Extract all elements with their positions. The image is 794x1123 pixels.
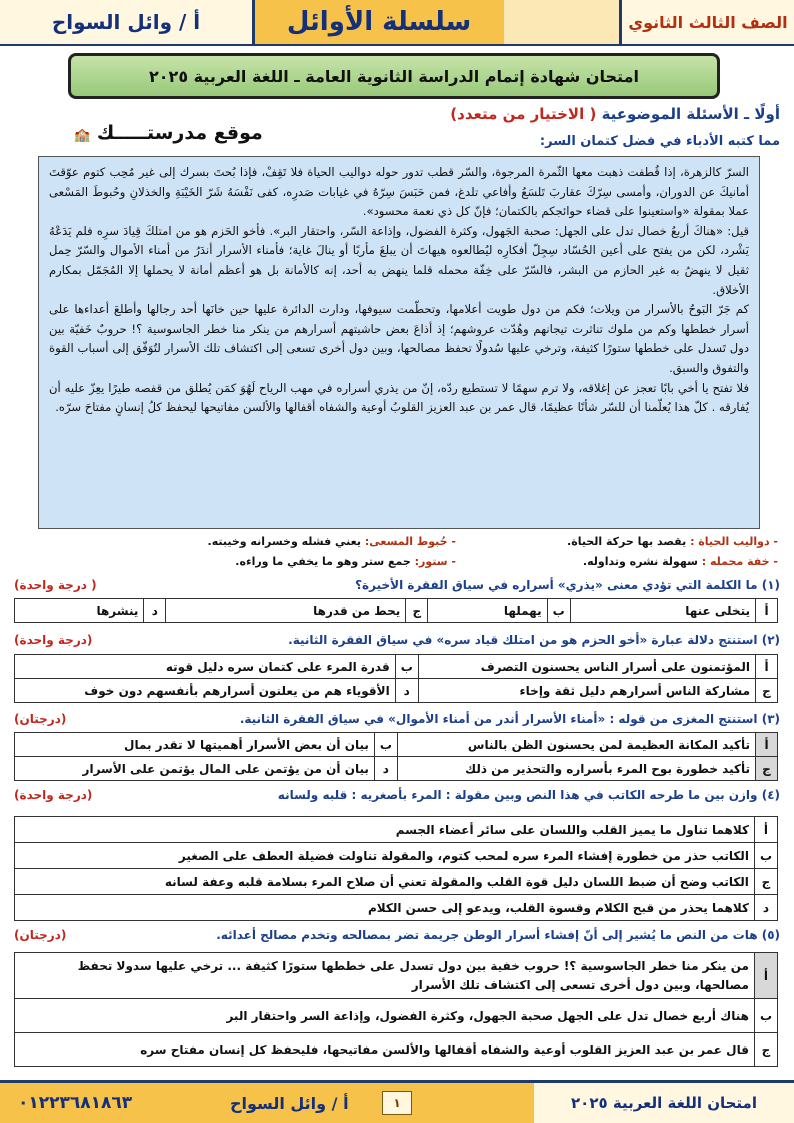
question-1-options (14, 598, 778, 623)
glossary-item (583, 555, 778, 568)
glossary-meaning: جمع ستر وهو ما يخفي ما وراءه. (235, 555, 411, 568)
glossary-meaning: يعني فشله وخسرانه وخيبته. (207, 535, 361, 548)
question-mark: (درجتان) (14, 712, 67, 726)
option-letter: ب (754, 843, 777, 869)
option-d[interactable]: بيان أن من يؤتمن على المال يؤتمن على الأسرار (15, 757, 375, 781)
passage-paragraph: فلا تفتح يا أخي بابًا تعجز عن إغلاقه، ولا ترم سهمًا لا تستطيع ردّه، إنّ من يذري أسراره في مهب الرياح لَهُوَ كمَن يُطلق من قفصه طيرًا يعِزّ عليه أن يُفارقه . كلّ هذا يُعلّمنا أن للسّر شأنًا عظيمًا، قال عمر بن عبد العزيز القلوبُ أوعية والشفاه أقفالها والألسن مفاتيحها ليحفظ كلُ إنسانٍ مفتاحَ سرّه. (49, 380, 749, 415)
section-label: أولًا ـ الأسئلة الموضوعية (601, 105, 780, 123)
question-4-options (14, 816, 778, 921)
option-b[interactable]: يهملها (428, 599, 547, 623)
option-letter: ج (756, 757, 778, 781)
option-b[interactable]: قدرة المرء على كتمان سره دليل قوته (15, 655, 396, 679)
option-letter: د (144, 599, 166, 623)
question-number: (٤) (761, 788, 780, 802)
question-prompt: هات من النص ما يُشير إلى أنّ إفشاء أسرار الوطن جريمة تضر بمصالحه وتخدم مصالح أعدائه. (216, 928, 758, 942)
passage-paragraph: كم جَرّ البَوحُ بالأسرار من ويلات؛ فكم من دول طويت أعلامها، وتحطّمت سيوفها، ودارت الدائرة عليها حين خانَها أحد رجالها وأطلعَ أعداءها على أسرار خططها وكم من ملوك تناثرت تيجانهم وهُدّت عروشهم؛ إذ أذاعَ بعض حاشيتهم أسرارهم من ينكر منا خطر الجاسوسية ؟! حروبٌ خَفيّة بين دول تَسدل على خططها ستورًا كثيفة، وترخي عليها سُدولًا تحفظ مصالحها، وبين دول أخرى تسعى إلى اكتشاف تلك الأسرار لتُوَفّق إلى أسباب القوة والتفوق والسبق. (49, 302, 749, 375)
question-text (288, 633, 780, 647)
option-c[interactable]: تأكيد خطورة بوح المرء بأسراره والتحذير من ذلك (397, 757, 755, 781)
option-letter: أ (754, 817, 777, 843)
option-letter: أ (756, 733, 778, 757)
question-prompt: استنتج دلالة عبارة «أخو الحزم هو من امتلك قياد سره» في سياق الفقرة الثانية. (288, 633, 758, 647)
option-b[interactable]: بيان أن بعض الأسرار أهميتها لا تقدر بمال (15, 733, 375, 757)
glossary-meaning: يقصد بها حركة الحياة. (567, 535, 687, 548)
passage-paragraph: قيل: «هناكَ أربعُ خصال تدل على الجهل: صحبة الجَهول، وكثرة الفضول، وإذاعة السّر، واحتقار البر». فأخو الحَزم هو من امتلكَ قِيادَ سرِه فلم يَدَعْهُ يَشْرد، لكن من يفتح على أعين الحُسّاد سِجِلّ أفكارِه ليُطالعوه هيهاتَ أن يبلغَ مأربًا أو ينالَ غاية؛ فأمناء الأسرار أندَرُ من أمناء الأموال والسّرّ حِمل ثقيل لا ينهضُ به غير الحازم من البشر، فالسّرّ على خِفّة محمله قلما ينهض به أحد، إنه كالأمانة بل هو أعظم أمانة لا يحملها إلا المُجَمّل بمكارم الأخلاق. (49, 223, 749, 297)
option-c[interactable]: قال عمر بن عبد العزيز القلوب أوعية والشفاه أقفالها والألسن مفاتيحها، فليحفظ كل إنسان مفتاح سره (15, 1033, 755, 1067)
glossary-item (567, 535, 778, 548)
option-letter: د (374, 757, 397, 781)
option-b[interactable]: الكاتب حذر من خطورة إفشاء المرء سره لمحب كتوم، والمقولة تناولت فضيلة العطف على الصغير (15, 843, 755, 869)
section-heading (450, 105, 780, 123)
question-number: (٢) (761, 633, 780, 647)
series-title: سلسلة الأوائل (254, 0, 504, 44)
glossary-term: - دواليب الحياة : (690, 535, 778, 548)
footer-exam-title: امتحان اللغة العربية ٢٠٢٥ (534, 1083, 794, 1123)
option-letter: د (754, 895, 777, 921)
option-b[interactable]: هناك أربع خصال تدل على الجهل صحبة الجهول، وكثرة الفضول، وإذاعة السر واحتقار البر (15, 999, 755, 1033)
option-letter: ب (754, 999, 777, 1033)
question-5-options (14, 952, 778, 1067)
option-a[interactable]: من ينكر منا خطر الجاسوسية ؟! حروب خفية بين دول تسدل على خططها ستورًا كثيفة ... ترخي عليها سدولا تحفظ مصالحها، وبين دول أخرى تسعى إلى اكتشاف تلك الأسرار (15, 953, 755, 999)
question-mark: ( درجة واحدة) (14, 578, 97, 592)
option-letter: ب (374, 733, 397, 757)
option-a[interactable]: كلاهما تناول ما يميز القلب واللسان على سائر أعضاء الجسم (15, 817, 755, 843)
teacher-name: أ / وائل السواح (0, 0, 255, 44)
option-a[interactable]: المؤتمنون على أسرار الناس يحسنون التصرف (418, 655, 755, 679)
page-number: ١ (382, 1091, 412, 1115)
option-letter: ب (547, 599, 570, 623)
option-c[interactable]: مشاركة الناس أسرارهم دليل ثقة وإخاء (418, 679, 755, 703)
reading-passage (38, 156, 760, 529)
question-prompt: ما الكلمة التي تؤدي معنى «يذري» أسراره في سياق الفقرة الأخيرة؟ (355, 578, 758, 592)
passage-intro: مما كتبه الأدباء في فضل كتمان السر: (539, 134, 780, 149)
glossary-term: - ستور: (414, 555, 456, 568)
question-mark: (درجة واحدة) (14, 788, 93, 802)
question-mark: (درجة واحدة) (14, 633, 93, 647)
question-number: (٥) (761, 928, 780, 942)
option-letter: أ (756, 599, 778, 623)
question-text (355, 578, 780, 592)
option-a[interactable]: تأكيد المكانة العظيمة لمن يحسنون الظن بالناس (397, 733, 755, 757)
exam-title: امتحان شهادة إتمام الدراسة الثانوية العامة ـ اللغة العربية ٢٠٢٥ (68, 53, 720, 99)
passage-paragraph: السرّ كالزهرة، إذا قُطفت ذهبت معها الثّمرة المرجوة، والسّر قطب تدور حوله دواليب الحياة فلا تَقِفْ، فإذا بُحتَ بسرك إلى غير مُحِب كتوم عوّقتَ أمانيكَ عن الدوران، وأمسى سِرّكَ عقاربَ تَلسَعُ وأفاعي تلدغ، فمن حَبَسَ سِرّهُ في غيابات صَدرِه، كفى نَفْسَهُ شَرّ الخَيْبَةِ والخذلانِ وحُبوطَ المَسْعى عملا بمقولة «واستعينوا على قضاء حوائجكم بالكتمان؛ فإنّ كل ذي نعمة محسود». (49, 165, 749, 219)
question-number: (٣) (761, 712, 780, 726)
site-name (74, 122, 263, 144)
question-prompt: وازن بين ما طرحه الكاتب في هذا النص وبين مقولة : المرء بأصغريه : قلبه ولسانه (277, 788, 758, 802)
glossary-item (235, 555, 456, 568)
option-c[interactable]: يحط من قدرها (166, 599, 406, 623)
option-letter: أ (754, 953, 777, 999)
option-letter: ج (754, 1033, 777, 1067)
option-d[interactable]: كلاهما يحذر من قبح الكلام وقسوة القلب، ويدعو إلى حسن الكلام (15, 895, 755, 921)
option-letter: ج (756, 679, 778, 703)
question-text (216, 928, 780, 942)
question-text (240, 712, 780, 726)
question-number: (١) (761, 578, 780, 592)
page-footer (0, 1080, 794, 1123)
question-2-options (14, 654, 778, 703)
footer-phone: ٠١٢٢٣٦٨١٨٦٣ (18, 1093, 133, 1113)
option-letter: ج (754, 869, 777, 895)
option-letter: أ (756, 655, 778, 679)
option-c[interactable]: الكاتب وضح أن ضبط اللسان دليل قوة القلب والمقولة تعني أن صلاح المرء بسلامة قلبه وعفة لسانه (15, 869, 755, 895)
question-text (278, 788, 780, 802)
grade-label: الصف الثالث الثانوي (619, 0, 794, 44)
glossary-term: - حُبوط المسعى: (364, 535, 456, 548)
section-type: ( الاختيار من متعدد) (450, 105, 597, 123)
question-mark: (درجتان) (14, 928, 67, 942)
option-d[interactable]: ينشرها (15, 599, 144, 623)
option-letter: ج (406, 599, 428, 623)
footer-teacher: أ / وائل السواح (230, 1093, 349, 1113)
glossary-term: - خفة محمله : (701, 555, 778, 568)
question-prompt: استنتج المغزى من قوله : «أمناء الأسرار أندر من أمناء الأموال» في سياق الفقرة الثانية. (239, 712, 758, 726)
question-3-options (14, 732, 778, 781)
option-letter: ب (395, 655, 418, 679)
school-logo-icon: 🏫 (74, 128, 91, 143)
top-header (0, 0, 794, 46)
option-letter: د (395, 679, 418, 703)
glossary-item (208, 535, 456, 548)
option-d[interactable]: الأقوياء هم من يعلنون أسرارهم بأنفسهم دون خوف (15, 679, 396, 703)
glossary-meaning: سهولة نشره وتداوله. (582, 555, 698, 568)
site-name-text: موقع مدرستـــــك (96, 122, 263, 144)
option-a[interactable]: يتخلى عنها (570, 599, 755, 623)
